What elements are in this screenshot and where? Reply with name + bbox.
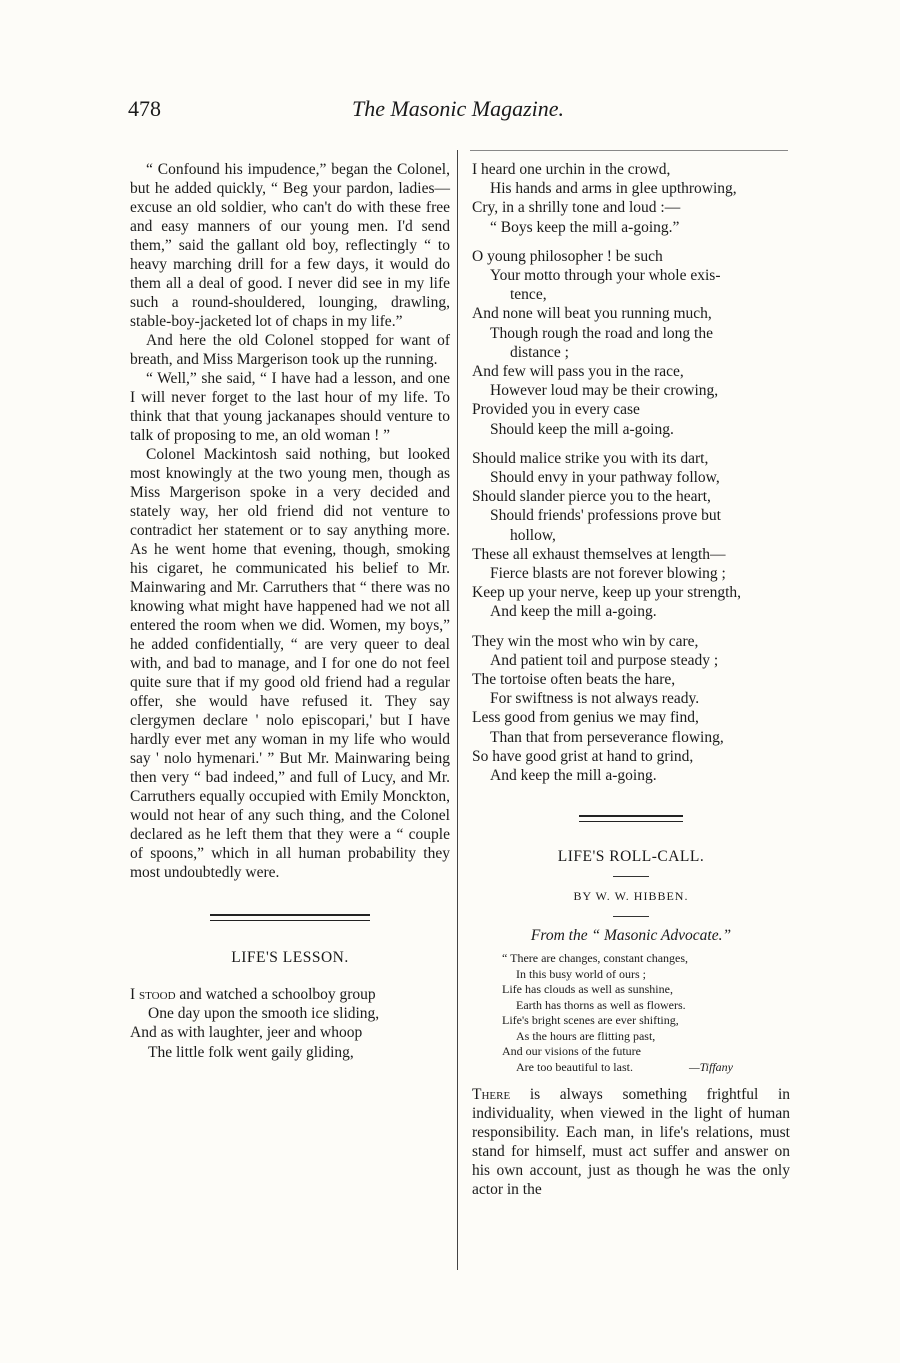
- paragraph: Colonel Mackintosh said nothing, but looked most knowingly at the two young men, though as Miss Margerison spoke in a very decided and stately way, her old friend did not venture to contradict her statement or to say anything more. As he went home that evening, though, smoking his cigaret, he communicated his belief to Mr. Mainwaring and Mr. Carruthers that “ there was no knowing what might have happened had we not all entered the room when we did. Women, my boys,” he added confidentially, “ are very queer to deal with, and bad to manage, and I for one do not feel quite sure that if my good old friend had a regular offer, she would have refused it. They say clergymen declare ' nolo episcopari,' but I have hardly ever met any woman in my life who would say ' nolo hymenari.' ” But Mr. Mainwaring being then very “ bad indeed,” and full of Lucy, and Mr. Carruthers equally occupied with Emily Monckton, would not hear of any such thing, and the Colonel declared as he left them that they were a “ couple of spoons,” which in all human probability they most undoubtedly were.: [130, 446, 450, 881]
- verse-line: For swiftness is not always ready.: [490, 690, 700, 708]
- verse-line: tence,: [510, 286, 547, 304]
- verse-line: Should envy in your pathway follow,: [490, 469, 720, 487]
- verse-line: Fierce blasts are not forever blowing ;: [490, 565, 726, 583]
- essay-opening: [472, 1085, 790, 1199]
- running-title: The Masonic Magazine.: [351, 96, 565, 121]
- verse-line: The tortoise often beats the hare,: [472, 671, 676, 689]
- verse-line: And keep the mill a-going.: [490, 767, 657, 785]
- verse-line: Less good from genius we may find,: [472, 709, 699, 727]
- verse-line: I heard one urchin in the crowd,: [472, 161, 671, 178]
- column-divider: [457, 150, 458, 1270]
- paragraph: “ Well,” she said, “ I have had a lesson, and one I will never forget to the last hour of my life. To think that that young jackanapes should venture to talk of proposing to me, an old woman ! ”: [130, 370, 450, 444]
- verse-line: I stood and watched a schoolboy group: [130, 986, 376, 1003]
- drop-word: I stood: [130, 986, 176, 1003]
- right-column: [472, 160, 790, 1199]
- epigraph: [472, 951, 790, 1075]
- epigraph-line: As the hours are flitting past,: [516, 1028, 656, 1043]
- verse-line: Though rough the road and long the: [490, 324, 713, 342]
- verse-line: Than that from perseverance flowing,: [490, 728, 724, 746]
- verse-line: And none will beat you running much,: [472, 305, 712, 323]
- left-column: [130, 160, 450, 1062]
- verse-line: Cry, in a shrilly tone and loud :—: [472, 199, 681, 217]
- verse-line: Keep up your nerve, keep up your strength,: [472, 584, 742, 602]
- epigraph-attribution: —Tiffany: [688, 1059, 733, 1074]
- poem-lifes-lesson-continued: [472, 160, 790, 785]
- verse-line: And few will pass you in the race,: [472, 363, 684, 381]
- source-credit: From the “ Masonic Advocate.”: [530, 927, 732, 945]
- epigraph-line: Life has clouds as well as sunshine,: [502, 982, 673, 997]
- epigraph-line: “ There are changes, constant changes,: [502, 951, 689, 966]
- verse-line: “ Boys keep the mill a-going.”: [490, 218, 680, 236]
- stanza: [472, 247, 790, 439]
- stanza: [472, 632, 790, 786]
- article-title-lifes-roll-call: LIFE'S ROLL-CALL.: [557, 848, 705, 866]
- verse-line: These all exhaust themselves at length—: [472, 545, 726, 563]
- paragraph: “ Confound his impudence,” began the Colonel, but he added quickly, “ Beg your pardon, ladies—excuse an old soldier, who can't do with these free and easy manners of our young men. I'd send them,” said the gallant old boy, reflectingly “ to heavy marching drill for a few days, it would do them all a deal of good. I never did see in my life such a round-shouldered, lounging, drawling, stable-boy-jacketed lot of chaps in my life.”: [130, 161, 450, 330]
- story-continuation: [130, 160, 450, 882]
- verse-line: And as with laughter, jeer and whoop: [130, 1024, 363, 1042]
- short-rule: [613, 916, 649, 917]
- epigraph-line: And our visions of the future: [502, 1044, 641, 1059]
- verse-line: Should friends' professions prove but: [490, 507, 721, 525]
- page-header: [128, 96, 788, 132]
- verse-line: Should keep the mill a-going.: [490, 420, 674, 438]
- verse-line: So have good grist at hand to grind,: [472, 747, 694, 765]
- verse-line: And patient toil and purpose steady ;: [490, 651, 719, 669]
- drop-word: There: [472, 1086, 511, 1104]
- verse-line: hollow,: [510, 526, 556, 544]
- verse-line: The little folk went gaily gliding,: [148, 1043, 354, 1061]
- verse-line: Provided you in every case: [472, 401, 640, 419]
- verse-line: They win the most who win by care,: [472, 632, 699, 650]
- verse-line: Your motto through your whole exis-: [490, 267, 721, 285]
- verse-line: One day upon the smooth ice sliding,: [148, 1005, 380, 1023]
- epigraph-line: Are too beautiful to last. —Tiffany: [516, 1059, 733, 1074]
- epigraph-line: Life's bright scenes are ever shifting,: [502, 1013, 679, 1028]
- short-rule: [613, 876, 649, 877]
- verse-line: And keep the mill a-going.: [490, 603, 657, 621]
- verse-line: Should malice strike you with its dart,: [472, 449, 709, 467]
- verse-line: His hands and arms in glee upthrowing,: [490, 180, 737, 198]
- poem-lifes-lesson: [130, 985, 450, 1062]
- section-rule: [579, 815, 683, 822]
- page-number: 478: [128, 96, 161, 121]
- verse-line: Should slander pierce you to the heart,: [472, 488, 711, 506]
- section-rule: [210, 914, 370, 921]
- stanza: [472, 160, 790, 237]
- stanza: [472, 449, 790, 622]
- top-rule: [470, 150, 788, 151]
- paragraph: And here the old Colonel stopped for want of breath, and Miss Margerison took up the running.: [130, 332, 450, 368]
- epigraph-line: In this busy world of ours ;: [516, 966, 646, 981]
- verse-line: O young philosopher ! be such: [472, 247, 663, 265]
- epigraph-line: Earth has thorns as well as flowers.: [516, 997, 686, 1012]
- byline: BY W. W. HIBBEN.: [573, 889, 689, 904]
- poem-title-lifes-lesson: LIFE'S LESSON.: [231, 949, 349, 966]
- verse-line: However loud may be their crowing,: [490, 382, 719, 400]
- verse-line: distance ;: [510, 343, 569, 361]
- paragraph: There is always something frightful in individuality, when viewed in the light of human responsibility. Each man, in life's relations, must stand for himself, must act suffer and answer on his own account, just as though he was the only actor in the: [472, 1086, 791, 1199]
